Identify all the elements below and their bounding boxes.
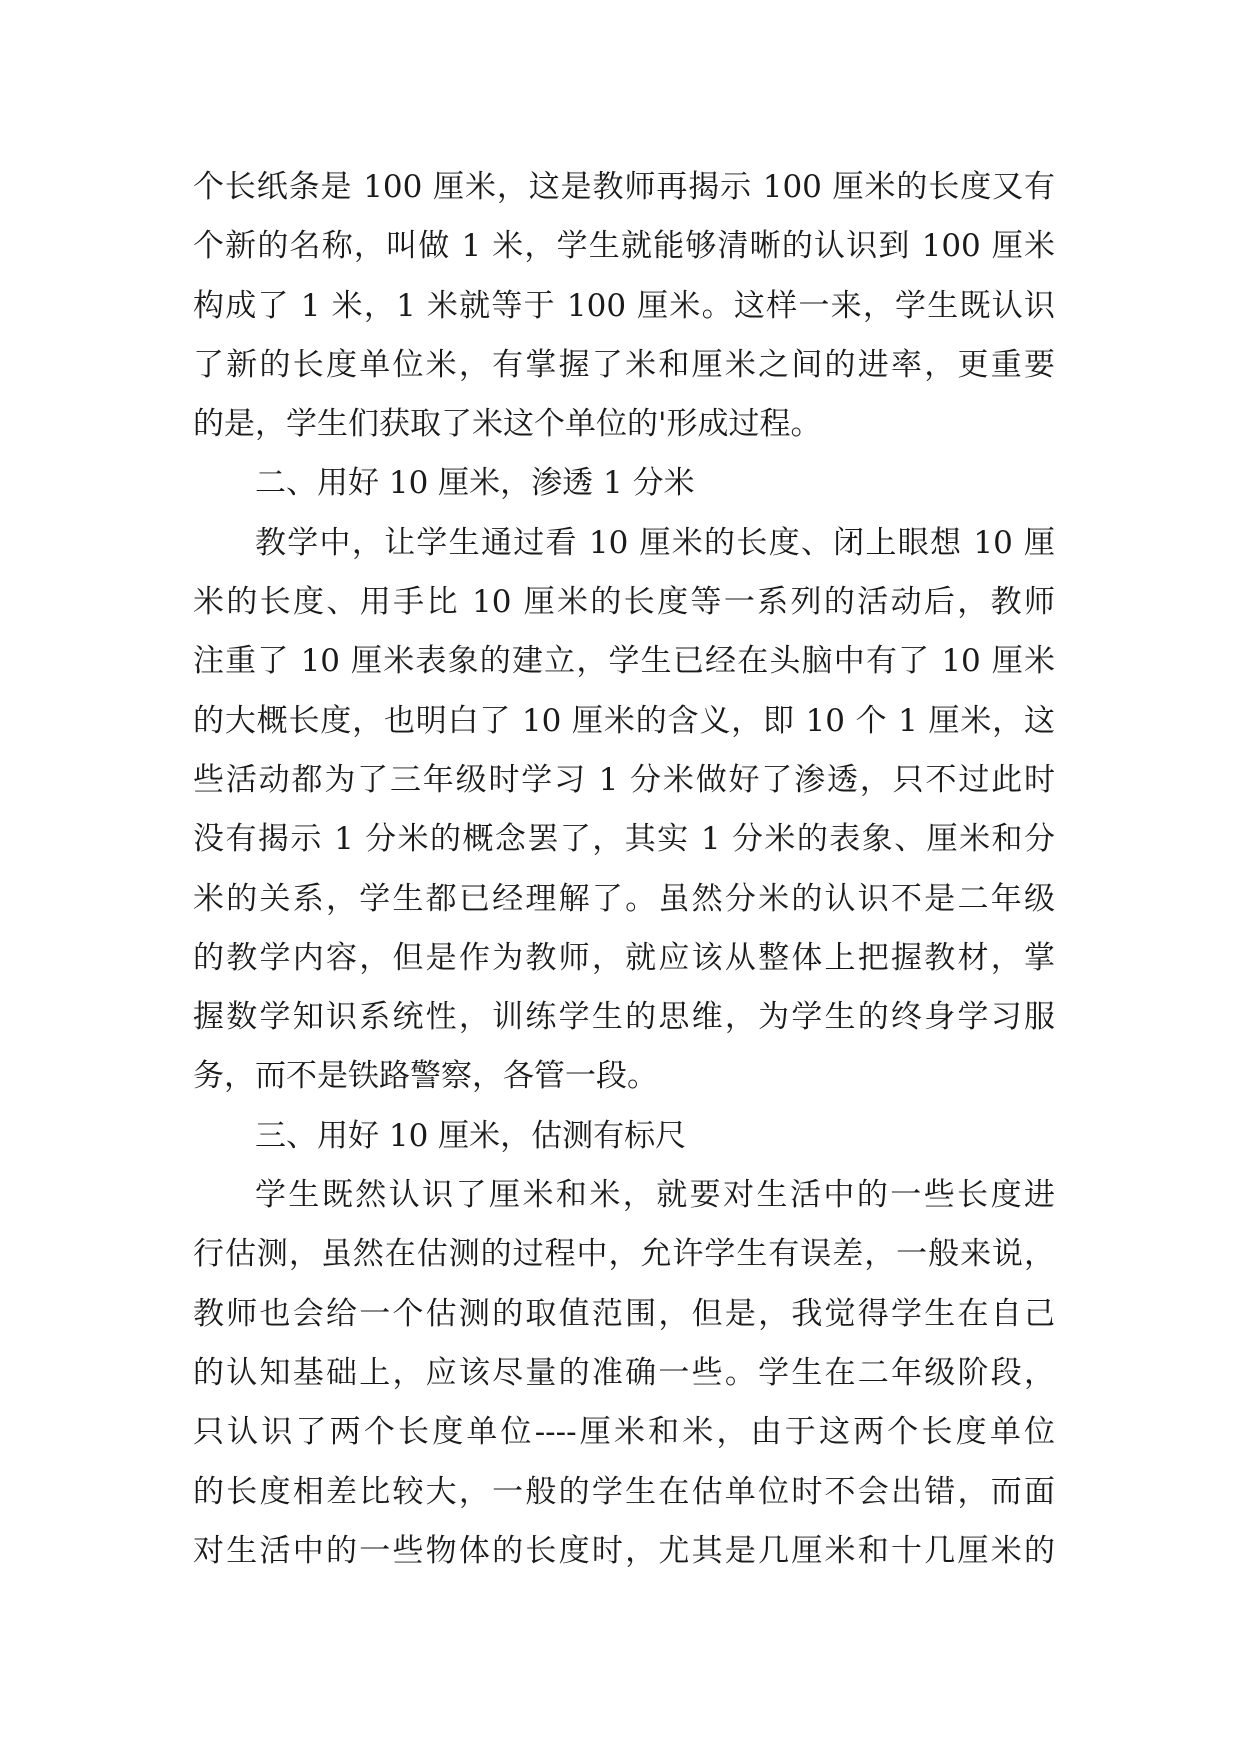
paragraph-2: [193, 514, 1055, 1107]
text-line: 的长度相差比较大，一般的学生在估单位时不会出错，而面: [193, 1473, 1055, 1510]
section-heading-2: 二、用好 10 厘米，渗透 1 分米: [255, 465, 695, 502]
text-line: 只认识了两个长度单位----厘米和米，由于这两个长度单位: [193, 1414, 1055, 1451]
text-line: 注重了 10 厘米表象的建立，学生已经在头脑中有了 10 厘米: [193, 643, 1055, 680]
paragraph-3: [193, 1166, 1055, 1581]
text-line: 对生活中的一些物体的长度时，尤其是几厘米和十几厘米的: [193, 1532, 1055, 1569]
text-line: 米的长度、用手比 10 厘米的长度等一系列的活动后，教师: [193, 584, 1055, 621]
text-line: 的大概长度，也明白了 10 厘米的含义，即 10 个 1 厘米，这: [193, 702, 1055, 739]
text-line: 米的关系，学生都已经理解了。虽然分米的认识不是二年级: [193, 880, 1055, 917]
text-line: 个长纸条是 100 厘米，这是教师再揭示 100 厘米的长度又有: [193, 169, 1055, 205]
document-body: [193, 158, 1055, 1581]
section-heading-3: 三、用好 10 厘米，估测有标尺: [255, 1117, 687, 1154]
text-line: 的是，学生们获取了米这个单位的'形成过程。: [193, 406, 822, 443]
text-line: 行估测，虽然在估测的过程中，允许学生有误差，一般来说，: [193, 1236, 1055, 1273]
text-line: 教师也会给一个估测的取值范围，但是，我觉得学生在自己: [193, 1295, 1055, 1332]
text-line: 没有揭示 1 分米的概念罢了，其实 1 分米的表象、厘米和分: [193, 821, 1055, 858]
text-line: 个新的名称，叫做 1 米，学生就能够清晰的认识到 100 厘米: [193, 228, 1055, 265]
text-line: 些活动都为了三年级时学习 1 分米做好了渗透，只不过此时: [193, 761, 1055, 798]
text-line: 握数学知识系统性，训练学生的思维，为学生的终身学习服: [193, 999, 1055, 1036]
text-line: 的教学内容，但是作为教师，就应该从整体上把握教材，掌: [193, 939, 1055, 976]
text-line: 构成了 1 米，1 米就等于 100 厘米。这样一来，学生既认识: [193, 287, 1055, 324]
paragraph-1: [193, 158, 1055, 454]
text-line: 了新的长度单位米，有掌握了米和厘米之间的进率，更重要: [193, 346, 1055, 383]
text-line: 学生既然认识了厘米和米，就要对生活中的一些长度进: [255, 1177, 1055, 1214]
text-line: 的认知基础上，应该尽量的准确一些。学生在二年级阶段，: [193, 1354, 1055, 1391]
text-line: 务，而不是铁路警察，各管一段。: [193, 1058, 658, 1095]
text-line: 教学中，让学生通过看 10 厘米的长度、闭上眼想 10 厘: [255, 524, 1055, 561]
